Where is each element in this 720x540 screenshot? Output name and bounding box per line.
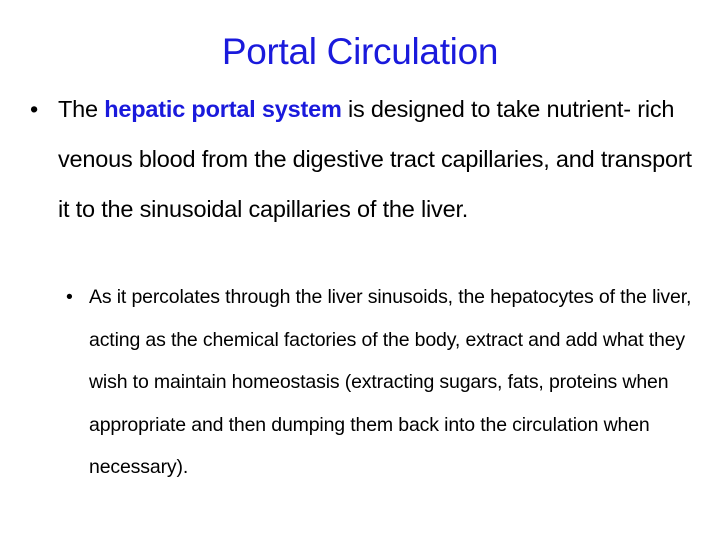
main-bullet-text — [58, 84, 700, 234]
main-bullet-rest: is designed to take nutrient- rich venous blood from the digestive tract capillaries, and transport it to the sinusoidal capillaries of the liver. — [58, 96, 692, 222]
sub-bullet — [66, 276, 696, 489]
main-bullet-emphasis: hepatic portal system — [104, 96, 342, 122]
sub-bullet-icon: • — [66, 286, 73, 308]
main-bullet — [30, 84, 700, 234]
sub-bullet-text: As it percolates through the liver sinusoids, the hepatocytes of the liver, acting as the chemical factories of the body, extract and add what they wish to maintain homeostasis (extracting sugars, fats, proteins when appropriate and then dumping them back into the circulation when necessary). — [89, 286, 692, 478]
main-bullet-prefix: The — [58, 96, 105, 122]
bullet-icon: • — [30, 96, 39, 122]
slide-title: Portal Circulation — [221, 31, 499, 72]
